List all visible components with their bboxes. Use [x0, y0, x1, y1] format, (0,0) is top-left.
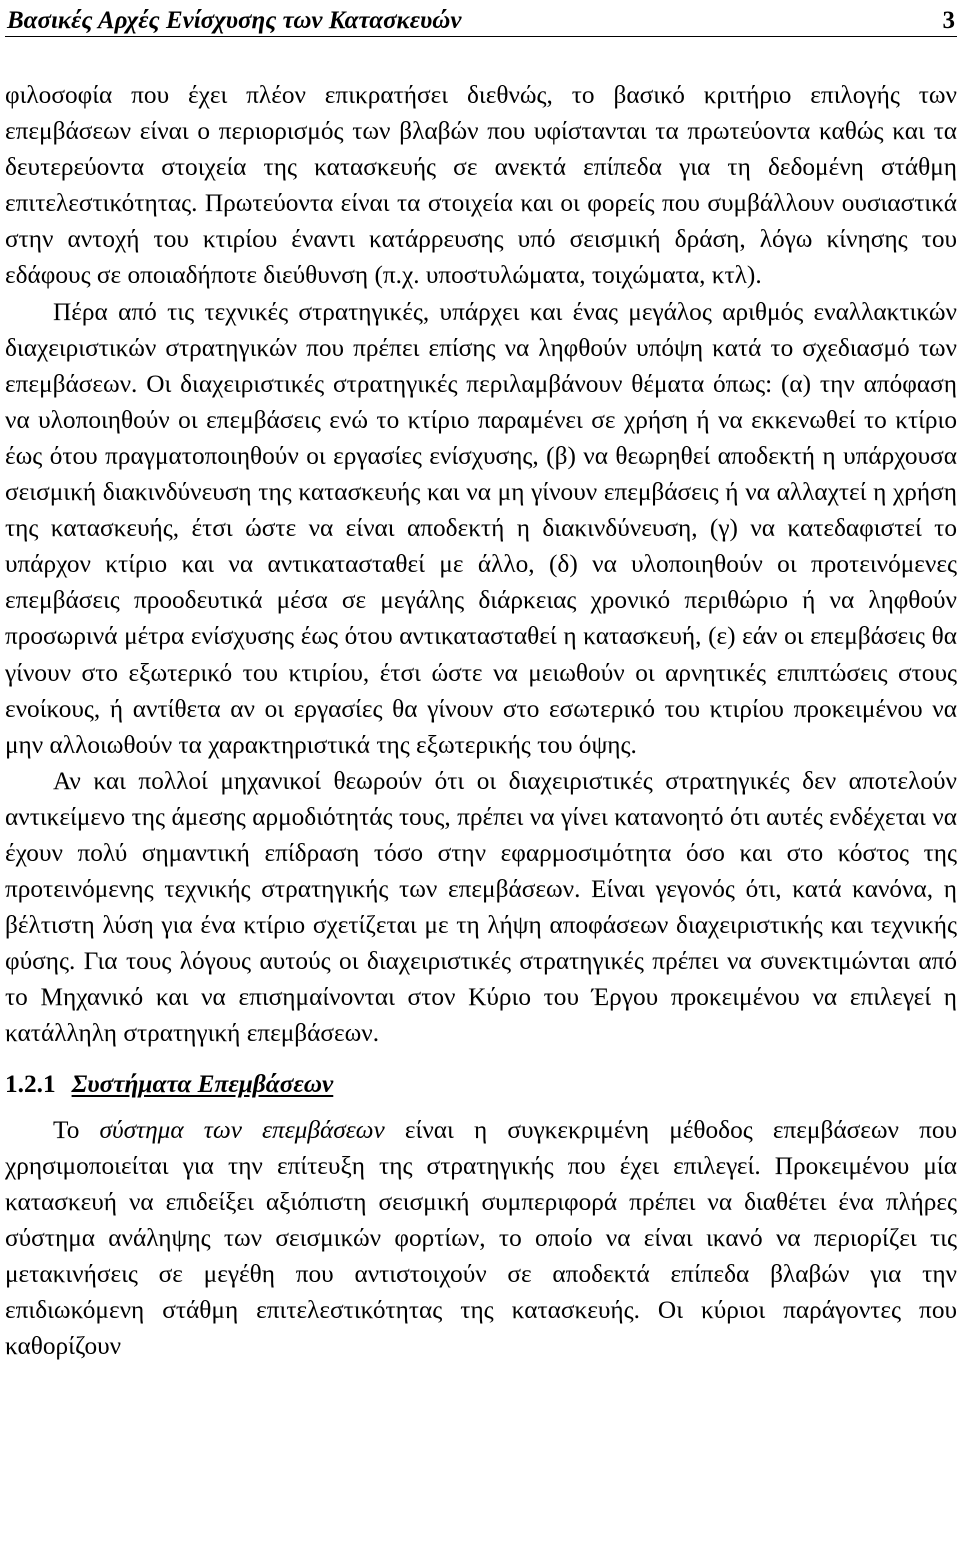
paragraph-1: φιλοσοφία που έχει πλέον επικρατήσει διεθνώς, το βασικό κριτήριο επιλογής των επεμβάσεων είναι ο περιορισμός των βλαβών που υφίστανται τα πρωτεύοντα καθώς και τα δευτερεύοντα στοιχεία της κατασκευής σε ανεκτά επίπεδα για τη δεδομένη στάθμη επιτελεστικότητας. Πρωτεύοντα είναι τα στοιχεία και οι φορείς που συμβάλλουν ουσιαστικά στην αντοχή του κτιρίου έναντι κατάρρευσης υπό σεισμική δράση, λόγω κίνησης του εδάφους σε οποιαδήποτε διεύθυνση (π.χ. υποστυλώματα, τοιχώματα, κτλ). [5, 81, 957, 290]
body-text [5, 77, 957, 1364]
section-heading [5, 1066, 957, 1102]
paragraph-3: Αν και πολλοί μηχανικοί θεωρούν ότι οι διαχειριστικές στρατηγικές δεν αποτελούν αντικείμενο της άμεσης αρμοδιότητάς τους, πρέπει να γίνει κατανοητό ότι αυτές ενδέχεται να έχουν πολύ σημαντική επίδραση τόσο στην εφαρμοσιμότητα όσο και στο κόστος της προτεινόμενης τεχνικής στρατηγικής των επεμβάσεων. Είναι γεγονός ότι, κατά κανόνα, η βέλτιστη λύση για ένα κτίριο σχετίζεται με τη λήψη αποφάσεων διαχειριστικής και τεχνικής φύσης. Για τους λόγους αυτούς οι διαχειριστικές στρατηγικές πρέπει να συνεκτιμώνται από το Μηχανικό και να επισημαίνονται στον Κύριο του Έργου προκειμένου να επιλεγεί η κατάλληλη στρατηγική επεμβάσεων. [5, 766, 957, 1048]
running-header [5, 0, 957, 37]
paragraph-4-emphasis: σύστημα των επεμβάσεων [99, 1115, 385, 1144]
paragraph-4 [5, 1112, 957, 1365]
header-title: Βασικές Αρχές Ενίσχυσης των Κατασκευών [7, 7, 462, 34]
paragraph-2: Πέρα από τις τεχνικές στρατηγικές, υπάρχει και ένας μεγάλος αριθμός εναλλακτικών διαχειριστικών στρατηγικών που πρέπει επίσης να ληφθούν υπόψη κατά το σχεδιασμό των επεμβάσεων. Οι διαχειριστικές στρατηγικές περιλαμβάνουν θέματα όπως: (α) την απόφαση να υλοποιηθούν οι επεμβάσεις ενώ το κτίριο παραμένει σε χρήση ή να εκκενωθεί το κτίριο έως ότου πραγματοποιηθούν οι εργασίες ενίσχυσης, (β) να θεωρηθεί αποδεκτή η υπάρχουσα σεισμική διακινδύνευση της κατασκευής και να μη γίνουν επεμβάσεις ή να αλλαχτεί η χρήση της κατασκευής, έτσι ώστε να είναι αποδεκτή η διακινδύνευση, (γ) να κατεδαφιστεί το υπάρχον κτίριο και να αντικατασταθεί με άλλο, (δ) να υλοποιηθούν οι προτεινόμενες επεμβάσεις προοδευτικά μέσα σε μεγάλης διάρκειας χρονικό περιθώριο ή να ληφθούν προσωρινά μέτρα ενίσχυσης έως ότου αντικατασταθεί η κατασκευή, (ε) εάν οι επεμβάσεις θα γίνουν στο εξωτερικό του κτιρίου, έτσι ώστε να μειωθούν οι αρνητικές επιπτώσεις στους ενοίκους, ή αντίθετα αν οι εργασίες θα γίνουν στο εσωτερικό του κτιρίου προκειμένου να μην αλλοιωθούν τα χαρακτηριστικά της εξωτερικής του όψης. [5, 297, 957, 759]
paragraph-4-lead: Το [53, 1115, 100, 1144]
section-title: Συστήματα Επεμβάσεων [71, 1069, 334, 1098]
page-number: 3 [942, 7, 955, 34]
section-number: 1.2.1 [5, 1069, 56, 1098]
paragraph-4-rest: είναι η συγκεκριμένη μέθοδος επεμβάσεων που χρησιμοποιείται για την επίτευξη της στρατηγικής που έχει επιλεγεί. Προκειμένου μία κατασκευή να επιδείξει αξιόπιστη σεισμική συμπεριφορά πρέπει να διαθέτει ένα πλήρες σύστημα ανάληψης των σεισμικών φορτίων, το οποίο να είναι ικανό να περιορίζει τις μετακινήσεις σε μεγέθη που αντιστοιχούν σε αποδεκτά επίπεδα βλαβών για την επιδιωκόμενη στάθμη επιτελεστικότητας της κατασκευής. Οι κύριοι παράγοντες που καθορίζουν [5, 1115, 958, 1361]
